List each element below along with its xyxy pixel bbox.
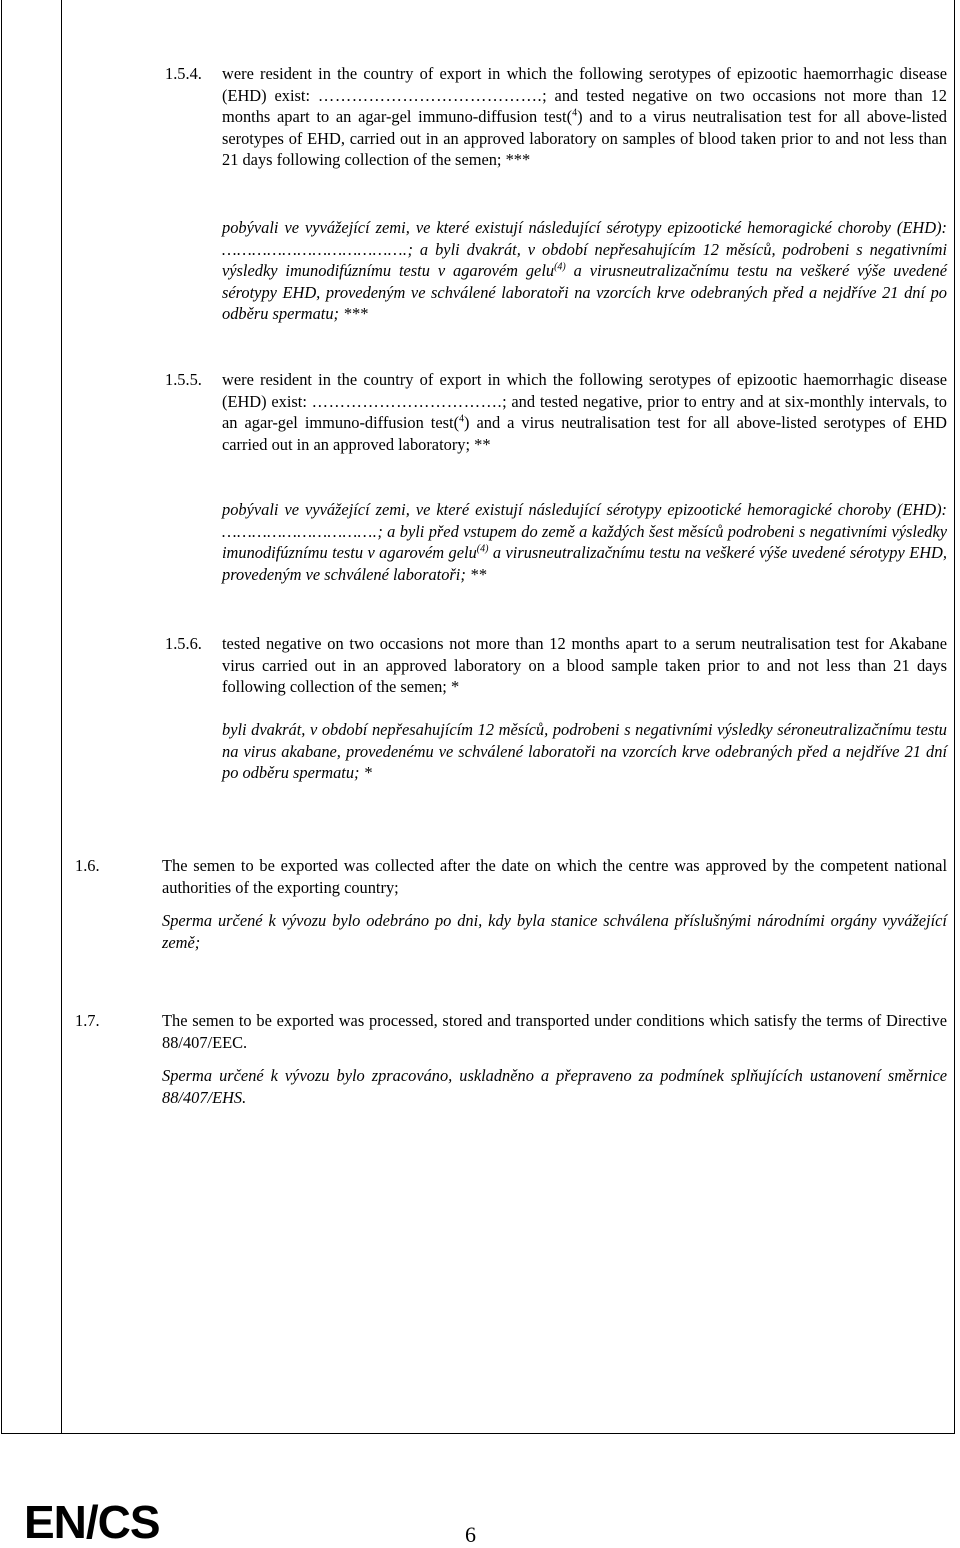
paragraph-cs: pobývali ve vyvážející zemi, ve které existují následující sérotypy epizootické hemoragické choroby (EHD): ……………………………….; a byli dvakrát, v období nepřesahujícím 12 měsíců, podrobeni s negativními výsledky imunodifúznímu testu v agarovém gelu$^{(4)}$ a virusneutralizačnímu testu na veškeré výše uvedené sérotypy EHD, provedeným ve schválené laboratoři na vzorcích krve odebraných před a nejdříve 21 dní po odběru spermatu; *** bbox=[222, 218, 947, 324]
paragraph-cs: Sperma určené k vývozu bylo odebráno po dni, kdy byla stanice schválena příslušnými národními orgány vyvážející země; bbox=[162, 911, 947, 952]
paragraph-en: were resident in the country of export in which the following serotypes of epizootic haemorrhagic disease (EHD) exist: …………………………….; and tested negative, prior to entry and at six-monthly intervals, to an agar-gel immuno-diffusion test($^4$) and a virus neutralisation test for all above-listed serotypes of EHD carried out in an approved laboratory; ** bbox=[222, 370, 947, 454]
paragraph-cs: byli dvakrát, v období nepřesahujícím 12 měsíců, podrobeni s negativními výsledky séroneutralizačnímu testu na virus akabane, provedenému ve schválené laboratoři na vzorcích krve odebraných před a nejdříve 21 dní po odběru spermatu; * bbox=[222, 720, 947, 783]
paragraph-en: The semen to be exported was processed, stored and transported under conditions which satisfy the terms of Directive 88/407/EEC. bbox=[162, 1011, 947, 1052]
section-number: 1.5.4. bbox=[165, 64, 202, 83]
paragraph-cs: Sperma určené k vývozu bylo zpracováno, uskladněno a přepraveno za podmínek splňujících ustanovení směrnice 88/407/EHS. bbox=[162, 1066, 947, 1107]
paragraph-en: tested negative on two occasions not more than 12 months apart to a serum neutralisation test for Akabane virus carried out in an approved laboratory on a blood sample taken prior to and not less than 21 days following collection of the semen; * bbox=[222, 634, 947, 697]
certificate-frame bbox=[1, 0, 955, 1434]
page-number: 6 bbox=[465, 1522, 476, 1547]
section-number: 1.5.5. bbox=[165, 370, 202, 389]
paragraph-en: were resident in the country of export in which the following serotypes of epizootic haemorrhagic disease (EHD) exist: ………………………………….; and tested negative on two occasions not more than 12 months apart to an agar-gel immuno-diffusion test($^4$) and to a virus neutralisation test for all above-listed serotypes of EHD, carried out in an approved laboratory on samples of blood taken prior to and not less than 21 days following collection of the semen; *** bbox=[222, 64, 947, 170]
paragraph-en: The semen to be exported was collected after the date on which the centre was approved by the competent national authorities of the exporting country; bbox=[162, 856, 947, 897]
paragraph-cs: pobývali ve vyvážející zemi, ve které existují následující sérotypy epizootické hemoragické choroby (EHD): ………………………….; a byli před vstupem do země a každých šest měsíců podrobeni s negativními výsledky imunodifúznímu testu v agarovém gelu$^{(4)}$ a virusneutralizačnímu testu na veškeré výše uvedené sérotypy EHD, provedeným ve schválené laboratoři; ** bbox=[222, 500, 947, 584]
language-code: EN/CS bbox=[24, 1496, 160, 1548]
section-number: 1.5.6. bbox=[165, 634, 202, 653]
section-number: 1.6. bbox=[75, 856, 100, 875]
certificate-left-column-rule bbox=[61, 0, 62, 1434]
section-number: 1.7. bbox=[75, 1011, 100, 1030]
